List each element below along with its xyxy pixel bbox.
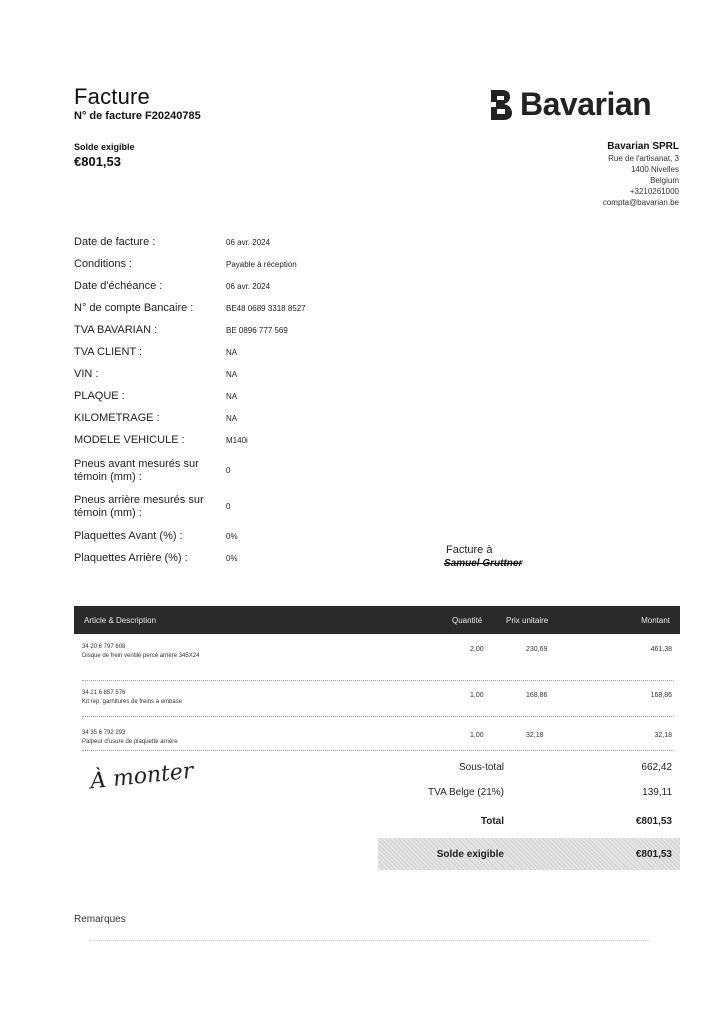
detail-value: 0% (226, 554, 238, 563)
item-unit-price: 168,86 (526, 692, 548, 699)
balance-due-amount: €801,53 (74, 154, 121, 169)
detail-value: NA (226, 370, 238, 379)
row-divider (82, 716, 674, 717)
balance-due-label: Solde exigible (74, 142, 135, 152)
item-code: 34 20 6 797 608 (82, 644, 126, 650)
bill-to-name: Samuel Gruttner (444, 558, 523, 569)
detail-label: Date de facture : (74, 236, 156, 248)
header-amount: Montant (641, 616, 670, 625)
detail-label: PLAQUE : (74, 390, 125, 402)
header-description: Article & Description (84, 616, 157, 625)
detail-label: VIN : (74, 368, 99, 380)
detail-label: TVA CLIENT : (74, 346, 143, 358)
item-code: 34 35 6 792 293 (82, 730, 126, 736)
invoice-title: Facture (74, 84, 150, 109)
company-name: Bavarian SPRL (607, 141, 679, 152)
item-unit-price: 230,69 (526, 646, 548, 653)
vat-value: 139,11 (642, 787, 672, 798)
company-address-line2: 1400 Nivelles (630, 165, 679, 174)
detail-value: M140i (226, 436, 248, 445)
detail-label: Plaquettes Avant (%) : (74, 530, 183, 542)
detail-label: KILOMETRAGE : (74, 412, 160, 424)
detail-value: BE 0896 777 569 (226, 326, 288, 335)
item-amount: 32,18 (654, 732, 672, 739)
detail-label: Conditions : (74, 258, 133, 270)
detail-label: Date d'échéance : (74, 280, 163, 292)
bavarian-logo-icon (488, 88, 514, 122)
detail-label: Plaquettes Arrière (%) : (74, 552, 188, 564)
item-amount: 168,86 (650, 692, 672, 699)
detail-value: 0 (226, 502, 231, 511)
logo-wordmark: Bavarian (520, 86, 652, 122)
subtotal-value: 662,42 (641, 762, 672, 773)
detail-value: NA (226, 348, 238, 357)
company-email: compta@bavarian.be (602, 198, 679, 207)
row-divider (82, 680, 674, 681)
detail-value: 0% (226, 532, 238, 541)
detail-label: Pneus arrière mesurés sur témoin (mm) : (74, 494, 204, 519)
subtotal-label: Sous-total (458, 762, 504, 773)
item-quantity: 1,00 (470, 732, 484, 739)
total-value: €801,53 (635, 816, 672, 827)
item-unit-price: 32,18 (526, 732, 544, 739)
balance-due-row-value: €801,53 (635, 849, 672, 860)
item-amount: 461,38 (650, 646, 672, 653)
invoice-number: N° de facture F20240785 (74, 110, 201, 122)
vat-label: TVA Belge (21%) (428, 787, 504, 798)
detail-value: NA (226, 392, 238, 401)
detail-value: Payable à réception (226, 260, 297, 269)
company-info (603, 140, 679, 208)
header-quantity: Quantité (452, 616, 483, 625)
detail-value: 06 avr. 2024 (226, 238, 271, 247)
detail-value: NA (226, 414, 238, 423)
remarks-divider (90, 940, 650, 941)
items-table-header (74, 606, 680, 634)
item-quantity: 2,00 (470, 646, 484, 653)
item-code: 34 21 6 857 576 (82, 690, 126, 696)
detail-value: 0 (226, 466, 231, 475)
total-label: Total (480, 816, 504, 827)
item-quantity: 1,00 (470, 692, 484, 699)
company-country: Belgium (650, 176, 679, 185)
company-phone: +3210261000 (629, 187, 679, 196)
balance-due-row-label: Solde exigible (436, 849, 504, 860)
company-logo (488, 86, 668, 126)
detail-value: 06 avr. 2024 (226, 282, 271, 291)
row-divider (82, 750, 674, 751)
detail-value: BE48 0689 3318 8527 (226, 304, 306, 313)
handwritten-note: À monter (88, 758, 195, 795)
detail-label: Pneus avant mesurés sur témoin (mm) : (74, 458, 199, 483)
company-address-line1: Rue de l'artisanat, 3 (608, 154, 679, 163)
header-unit-price: Prix unitaire (506, 616, 549, 625)
detail-label: MODELE VEHICULE : (74, 434, 185, 446)
item-description: Palpeur d'usure de plaquette arrière (82, 739, 178, 745)
bill-to-label: Facture à (446, 544, 493, 556)
detail-label: N° de compte Bancaire : (74, 302, 194, 314)
remarks-label: Remarques (74, 914, 126, 925)
item-description: Disque de frein ventilé percé arrière 345X24 (82, 653, 200, 659)
detail-label: TVA BAVARIAN : (74, 324, 158, 336)
item-description: Kit rep. garnitures de freins à embase (82, 699, 183, 705)
